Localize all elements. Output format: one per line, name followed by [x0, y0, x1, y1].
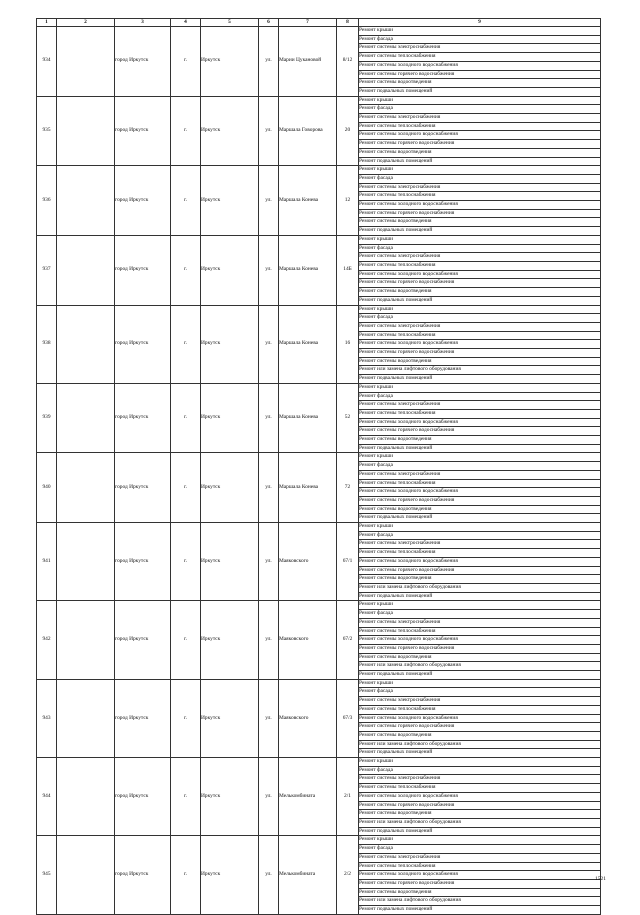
- street-name: Маршала Конева: [279, 235, 337, 305]
- repair-work-item: Ремонт системы холодного водоснабжения: [359, 131, 601, 140]
- house-number: 52: [337, 383, 359, 453]
- column-header-2: 2: [57, 19, 115, 27]
- repair-work-item: Ремонт системы теплоснабжения: [359, 261, 601, 270]
- repair-work-item: Ремонт системы горячего водоснабжения: [359, 566, 601, 575]
- table-row: [37, 523, 601, 532]
- street-type: ул.: [259, 523, 279, 601]
- record-number: 936: [37, 166, 57, 236]
- repair-work-item: Ремонт системы водоотведения: [359, 575, 601, 584]
- repair-work-item: Ремонт крыши: [359, 836, 601, 845]
- repair-work-item: Ремонт системы холодного водоснабжения: [359, 201, 601, 210]
- repair-work-item: Ремонт фасада: [359, 845, 601, 854]
- street-type: ул.: [259, 758, 279, 836]
- repair-work-item: Ремонт системы теплоснабжения: [359, 705, 601, 714]
- repair-work-item: Ремонт подвальных помещений: [359, 157, 601, 166]
- repair-work-item: Ремонт системы электроснабжения: [359, 470, 601, 479]
- table-row: [37, 235, 601, 244]
- house-number: 2/1: [337, 758, 359, 836]
- repair-work-item: Ремонт подвальных помещений: [359, 749, 601, 758]
- municipality: город Иркутск: [115, 27, 171, 97]
- repair-work-item: Ремонт системы горячего водоснабжения: [359, 140, 601, 149]
- settlement-name: Иркутск: [201, 679, 259, 757]
- street-type: ул.: [259, 679, 279, 757]
- repair-work-item: Ремонт системы холодного водоснабжения: [359, 340, 601, 349]
- settlement-name: Иркутск: [201, 758, 259, 836]
- municipality: город Иркутск: [115, 453, 171, 523]
- house-number: 12: [337, 166, 359, 236]
- table-row: [37, 601, 601, 610]
- repair-work-item: Ремонт системы электроснабжения: [359, 401, 601, 410]
- empty-cell: [57, 235, 115, 305]
- street-type: ул.: [259, 601, 279, 679]
- settlement-name: Иркутск: [201, 96, 259, 166]
- repair-work-item: Ремонт крыши: [359, 235, 601, 244]
- municipality: город Иркутск: [115, 758, 171, 836]
- repair-work-item: Ремонт подвальных помещений: [359, 444, 601, 453]
- repair-work-item: Ремонт или замена лифтового оборудования: [359, 662, 601, 671]
- repair-work-item: Ремонт фасада: [359, 35, 601, 44]
- empty-cell: [57, 96, 115, 166]
- repair-work-item: Ремонт системы горячего водоснабжения: [359, 349, 601, 358]
- empty-cell: [57, 523, 115, 601]
- repair-work-item: Ремонт системы холодного водоснабжения: [359, 714, 601, 723]
- repair-work-item: Ремонт подвальных помещений: [359, 671, 601, 680]
- house-number: 16: [337, 305, 359, 383]
- repair-work-item: Ремонт системы теплоснабжения: [359, 784, 601, 793]
- column-header-6: 6: [259, 19, 279, 27]
- house-number: 67/1: [337, 523, 359, 601]
- repair-work-item: Ремонт системы теплоснабжения: [359, 627, 601, 636]
- repair-work-item: Ремонт системы водоотведения: [359, 505, 601, 514]
- settlement-type: г.: [171, 235, 201, 305]
- street-type: ул.: [259, 96, 279, 166]
- municipality: город Иркутск: [115, 601, 171, 679]
- repair-work-item: Ремонт системы холодного водоснабжения: [359, 418, 601, 427]
- table-row: [37, 27, 601, 36]
- repair-work-item: Ремонт системы горячего водоснабжения: [359, 879, 601, 888]
- repair-work-item: Ремонт системы водоотведения: [359, 888, 601, 897]
- repair-work-item: Ремонт системы водоотведения: [359, 79, 601, 88]
- repair-work-item: Ремонт системы электроснабжения: [359, 253, 601, 262]
- empty-cell: [57, 453, 115, 523]
- repair-work-item: Ремонт фасада: [359, 174, 601, 183]
- column-header-1: 1: [37, 19, 57, 27]
- repair-work-item: Ремонт системы теплоснабжения: [359, 192, 601, 201]
- repair-work-item: Ремонт системы водоотведения: [359, 288, 601, 297]
- repair-work-item: Ремонт системы теплоснабжения: [359, 549, 601, 558]
- record-number: 938: [37, 305, 57, 383]
- repair-work-item: Ремонт или замена лифтового оборудования: [359, 740, 601, 749]
- settlement-type: г.: [171, 601, 201, 679]
- street-type: ул.: [259, 383, 279, 453]
- table-row: [37, 383, 601, 392]
- repair-work-item: Ремонт крыши: [359, 453, 601, 462]
- repair-work-item: Ремонт фасада: [359, 244, 601, 253]
- repair-work-item: Ремонт системы водоотведения: [359, 357, 601, 366]
- repair-work-item: Ремонт системы электроснабжения: [359, 775, 601, 784]
- repair-work-item: Ремонт подвальных помещений: [359, 827, 601, 836]
- repair-work-item: Ремонт системы водоотведения: [359, 148, 601, 157]
- empty-cell: [57, 601, 115, 679]
- record-number: 940: [37, 453, 57, 523]
- repair-work-item: Ремонт крыши: [359, 96, 601, 105]
- empty-cell: [57, 679, 115, 757]
- repair-work-item: Ремонт системы водоотведения: [359, 810, 601, 819]
- record-number: 945: [37, 836, 57, 914]
- street-type: ул.: [259, 305, 279, 383]
- repair-work-item: Ремонт системы теплоснабжения: [359, 53, 601, 62]
- repair-work-item: Ремонт фасада: [359, 766, 601, 775]
- municipality: город Иркутск: [115, 383, 171, 453]
- header-row: [37, 19, 601, 27]
- column-header-8: 8: [337, 19, 359, 27]
- record-number: 941: [37, 523, 57, 601]
- repair-work-item: Ремонт системы водоотведения: [359, 218, 601, 227]
- house-number: 8/12: [337, 27, 359, 97]
- street-type: ул.: [259, 235, 279, 305]
- repair-work-item: Ремонт системы холодного водоснабжения: [359, 61, 601, 70]
- municipality: город Иркутск: [115, 836, 171, 914]
- repair-work-item: Ремонт крыши: [359, 523, 601, 532]
- street-name: Мелькомбината: [279, 836, 337, 914]
- street-name: Маяковского: [279, 523, 337, 601]
- repair-work-item: Ремонт системы холодного водоснабжения: [359, 557, 601, 566]
- repair-work-item: Ремонт системы горячего водоснабжения: [359, 644, 601, 653]
- column-header-7: 7: [279, 19, 337, 27]
- page-number: 1521: [595, 876, 606, 882]
- repair-work-item: Ремонт системы электроснабжения: [359, 618, 601, 627]
- repair-work-item: Ремонт системы горячего водоснабжения: [359, 496, 601, 505]
- column-header-9: 9: [359, 19, 601, 27]
- repair-work-item: Ремонт фасада: [359, 462, 601, 471]
- table-row: [37, 836, 601, 845]
- street-name: Мелькомбината: [279, 758, 337, 836]
- street-type: ул.: [259, 166, 279, 236]
- repair-work-item: Ремонт крыши: [359, 679, 601, 688]
- street-type: ул.: [259, 836, 279, 914]
- house-number: 20: [337, 96, 359, 166]
- repair-work-item: Ремонт или замена лифтового оборудования: [359, 897, 601, 906]
- record-number: 935: [37, 96, 57, 166]
- repair-work-item: Ремонт подвальных помещений: [359, 227, 601, 236]
- street-name: Маршала Конева: [279, 305, 337, 383]
- house-number: 72: [337, 453, 359, 523]
- table-body: [37, 27, 601, 915]
- table-row: [37, 453, 601, 462]
- municipality: город Иркутск: [115, 679, 171, 757]
- table-row: [37, 305, 601, 314]
- street-type: ул.: [259, 453, 279, 523]
- street-name: Маяковского: [279, 601, 337, 679]
- repair-work-item: Ремонт крыши: [359, 27, 601, 36]
- settlement-type: г.: [171, 679, 201, 757]
- repair-work-item: Ремонт системы водоотведения: [359, 731, 601, 740]
- empty-cell: [57, 758, 115, 836]
- house-number: 67/3: [337, 679, 359, 757]
- settlement-name: Иркутск: [201, 836, 259, 914]
- settlement-type: г.: [171, 453, 201, 523]
- repair-work-item: Ремонт крыши: [359, 166, 601, 175]
- settlement-name: Иркутск: [201, 523, 259, 601]
- repair-work-item: Ремонт системы электроснабжения: [359, 322, 601, 331]
- settlement-name: Иркутск: [201, 166, 259, 236]
- repair-work-item: Ремонт фасада: [359, 531, 601, 540]
- repair-work-item: Ремонт системы холодного водоснабжения: [359, 270, 601, 279]
- record-number: 943: [37, 679, 57, 757]
- repair-work-item: Ремонт подвальных помещений: [359, 592, 601, 601]
- municipality: город Иркутск: [115, 166, 171, 236]
- street-name: Маршала Конева: [279, 383, 337, 453]
- record-number: 944: [37, 758, 57, 836]
- column-header-5: 5: [201, 19, 259, 27]
- repair-work-item: Ремонт системы теплоснабжения: [359, 122, 601, 131]
- settlement-name: Иркутск: [201, 453, 259, 523]
- column-header-3: 3: [115, 19, 171, 27]
- municipality: город Иркутск: [115, 305, 171, 383]
- repair-work-item: Ремонт системы горячего водоснабжения: [359, 70, 601, 79]
- repair-work-item: Ремонт фасада: [359, 392, 601, 401]
- repair-work-item: Ремонт подвальных помещений: [359, 514, 601, 523]
- record-number: 939: [37, 383, 57, 453]
- table-row: [37, 166, 601, 175]
- record-number: 934: [37, 27, 57, 97]
- empty-cell: [57, 305, 115, 383]
- house-number: 14Б: [337, 235, 359, 305]
- street-name: Маршала Конева: [279, 453, 337, 523]
- repair-work-item: Ремонт системы горячего водоснабжения: [359, 723, 601, 732]
- settlement-type: г.: [171, 383, 201, 453]
- repair-work-item: Ремонт системы теплоснабжения: [359, 862, 601, 871]
- street-type: ул.: [259, 27, 279, 97]
- repair-work-item: Ремонт системы теплоснабжения: [359, 331, 601, 340]
- repair-work-item: Ремонт фасада: [359, 314, 601, 323]
- repair-work-item: Ремонт фасада: [359, 688, 601, 697]
- settlement-name: Иркутск: [201, 601, 259, 679]
- municipality: город Иркутск: [115, 235, 171, 305]
- record-number: 942: [37, 601, 57, 679]
- repair-work-item: Ремонт системы электроснабжения: [359, 540, 601, 549]
- table-row: [37, 96, 601, 105]
- repair-work-item: Ремонт системы холодного водоснабжения: [359, 871, 601, 880]
- repair-work-item: Ремонт подвальных помещений: [359, 906, 601, 915]
- settlement-name: Иркутск: [201, 27, 259, 97]
- settlement-type: г.: [171, 166, 201, 236]
- capital-repair-table: [36, 18, 601, 915]
- repair-work-item: Ремонт системы электроснабжения: [359, 183, 601, 192]
- repair-work-item: Ремонт системы горячего водоснабжения: [359, 427, 601, 436]
- empty-cell: [57, 166, 115, 236]
- repair-work-item: Ремонт фасада: [359, 610, 601, 619]
- repair-work-item: Ремонт системы холодного водоснабжения: [359, 488, 601, 497]
- settlement-type: г.: [171, 758, 201, 836]
- house-number: 67/2: [337, 601, 359, 679]
- column-header-4: 4: [171, 19, 201, 27]
- repair-work-item: Ремонт системы холодного водоснабжения: [359, 636, 601, 645]
- repair-work-item: Ремонт системы электроснабжения: [359, 853, 601, 862]
- repair-work-item: Ремонт системы электроснабжения: [359, 697, 601, 706]
- repair-work-item: Ремонт системы электроснабжения: [359, 44, 601, 53]
- repair-work-item: Ремонт системы горячего водоснабжения: [359, 801, 601, 810]
- repair-work-item: Ремонт или замена лифтового оборудования: [359, 818, 601, 827]
- municipality: город Иркутск: [115, 96, 171, 166]
- empty-cell: [57, 27, 115, 97]
- record-number: 937: [37, 235, 57, 305]
- street-name: Маяковского: [279, 679, 337, 757]
- empty-cell: [57, 836, 115, 914]
- street-name: Маршала Говорова: [279, 96, 337, 166]
- empty-cell: [57, 383, 115, 453]
- repair-work-item: Ремонт подвальных помещений: [359, 375, 601, 384]
- settlement-type: г.: [171, 836, 201, 914]
- settlement-type: г.: [171, 96, 201, 166]
- repair-work-item: Ремонт системы холодного водоснабжения: [359, 792, 601, 801]
- repair-work-item: Ремонт крыши: [359, 758, 601, 767]
- repair-work-item: Ремонт системы водоотведения: [359, 436, 601, 445]
- repair-work-item: Ремонт подвальных помещений: [359, 296, 601, 305]
- table-row: [37, 758, 601, 767]
- repair-work-item: Ремонт фасада: [359, 105, 601, 114]
- repair-work-item: Ремонт подвальных помещений: [359, 87, 601, 96]
- repair-work-item: Ремонт системы горячего водоснабжения: [359, 279, 601, 288]
- repair-work-item: Ремонт системы водоотведения: [359, 653, 601, 662]
- municipality: город Иркутск: [115, 523, 171, 601]
- street-name: Маршала Конева: [279, 166, 337, 236]
- repair-work-item: Ремонт крыши: [359, 305, 601, 314]
- settlement-type: г.: [171, 523, 201, 601]
- settlement-name: Иркутск: [201, 235, 259, 305]
- settlement-name: Иркутск: [201, 383, 259, 453]
- repair-work-item: Ремонт системы электроснабжения: [359, 114, 601, 123]
- repair-work-item: Ремонт крыши: [359, 383, 601, 392]
- settlement-type: г.: [171, 305, 201, 383]
- repair-work-item: Ремонт системы теплоснабжения: [359, 479, 601, 488]
- repair-work-item: Ремонт системы горячего водоснабжения: [359, 209, 601, 218]
- repair-work-item: Ремонт или замена лифтового оборудования: [359, 584, 601, 593]
- house-number: 2/2: [337, 836, 359, 914]
- repair-work-item: Ремонт системы теплоснабжения: [359, 409, 601, 418]
- settlement-type: г.: [171, 27, 201, 97]
- repair-work-item: Ремонт крыши: [359, 601, 601, 610]
- settlement-name: Иркутск: [201, 305, 259, 383]
- repair-work-item: Ремонт или замена лифтового оборудования: [359, 366, 601, 375]
- street-name: Марии Цукановой: [279, 27, 337, 97]
- table-row: [37, 679, 601, 688]
